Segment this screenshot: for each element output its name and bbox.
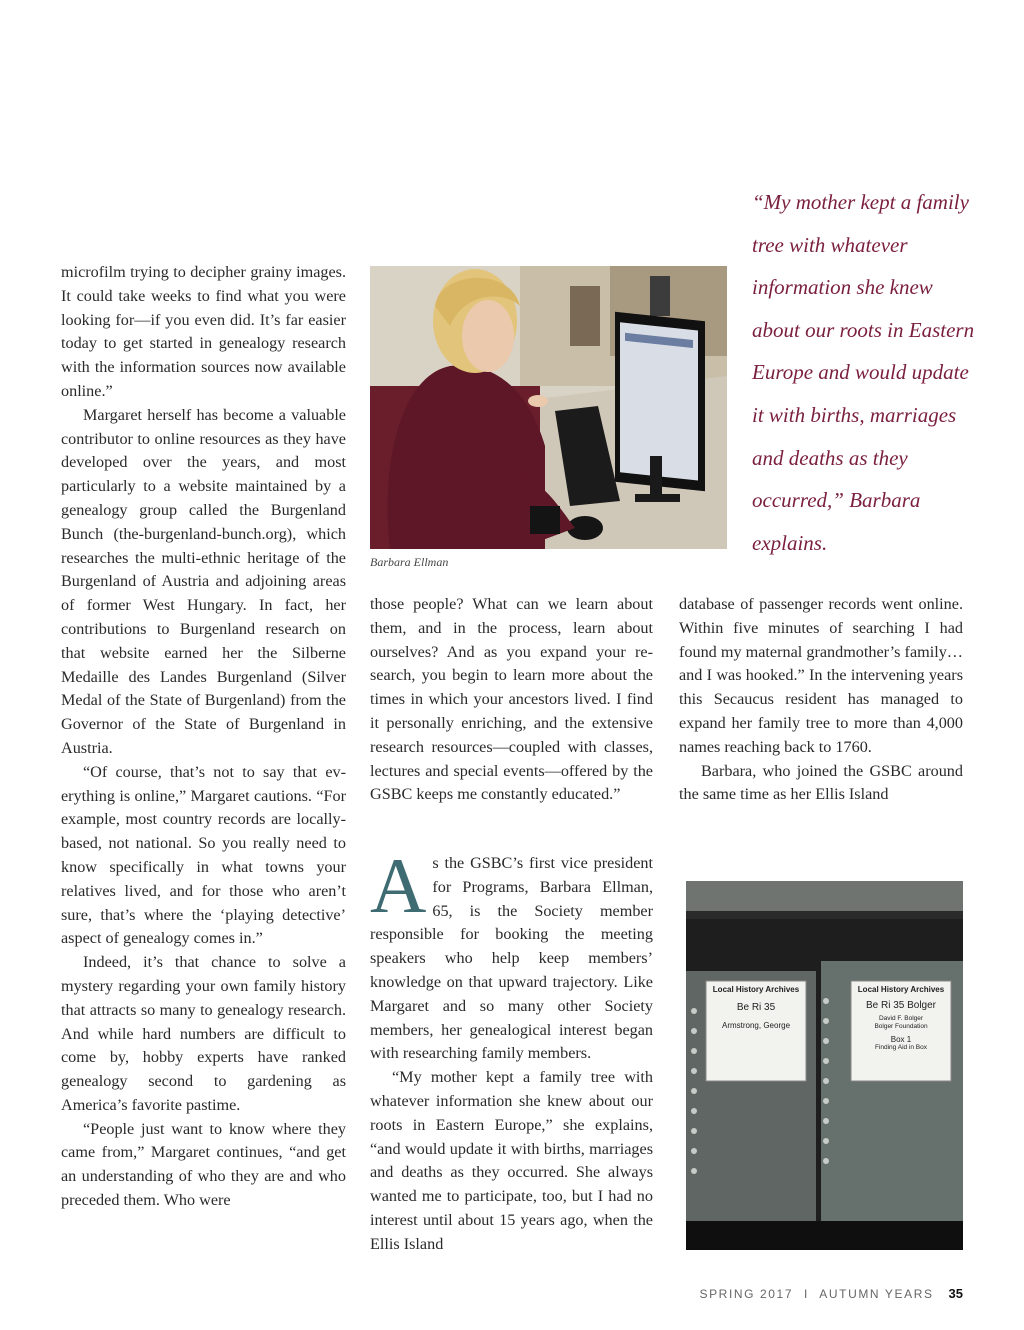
footer-publication: AUTUMN YEARS — [819, 1287, 934, 1301]
archive-label-code: Be Ri 35 Bolger — [865, 1000, 937, 1011]
article-column-3 — [679, 593, 963, 807]
paragraph: Indeed, it’s that chance to solve a mystery regarding your own family history that attracts so many to genealogy research. And while hard numbers are difficult to come by, hobby experts have ranked genealogy second to gardening as America’s favorite pastime. — [61, 953, 346, 1114]
footer-separator: I — [804, 1287, 809, 1301]
article-column-1 — [61, 261, 346, 1213]
photo-barbara-illustration — [370, 266, 727, 549]
paragraph: “My mother kept a family tree with whatever information she knew about our roots in Eastern Europe,” she explains, “and would update it with births, marriages and deaths as they occurred. She always wanted me to participate, too, but I had no interest until about 15 years ago, when the Ellis Island — [370, 1068, 653, 1253]
archive-label-line: David F. Bolger — [878, 1015, 924, 1022]
paragraph: those people? What can we learn about them, and in the process, learn about ourselves? And as you expand your research, you begin to learn more about the times in which your ancestors lived. I find it personally enriching, and the extensive research resources—coupled with classes, lectures and special events—offered by the GSBC keeps me constantly educated.” — [370, 595, 653, 804]
archive-label-box: Box 1 — [890, 1035, 912, 1044]
archive-label-note: Finding Aid in Box — [874, 1044, 928, 1051]
paragraph — [370, 842, 653, 1066]
paragraph: “Of course, that’s not to say that everything is online,” Margaret cautions. “For example, most country records are locally-based, not national. So you really need to know specifically in what towns your relatives lived, and for those who aren’t sure, that’s where the ‘playing detective’ aspect of genealogy comes in.” — [61, 762, 346, 948]
footer-issue: SPRING 2017 — [699, 1287, 794, 1301]
paragraph: “People just want to know where they came from,” Margaret continues, “and get an understanding of who they are and who preceded them. Who were — [61, 1119, 346, 1210]
archive-label-heading: Local History Archives — [712, 985, 800, 994]
paragraph-text: s the GSBC’s first vice president for Programs, Barbara Ellman, 65, is the Society member responsible for booking the meeting speakers who help keep members’ knowledge on that upward trajectory. Like Margaret and so many other Society members, her genealogical interest began with researching family members. — [370, 854, 653, 1063]
archive-label-line: Bolger Foundation — [874, 1023, 928, 1030]
paragraph: Barbara, who joined the GSBC around the same time as her Ellis Island — [679, 761, 963, 804]
article-section-drop-cap — [370, 842, 653, 1257]
photo-archive-illustration — [686, 881, 963, 1250]
paragraph: Margaret herself has become a valuable contributor to online resources as they have developed over the years, and most particularly to a website maintained by a genealogy group called the Burgenland Bunch (the-burgenland-bunch.org), which researches the multi-ethnic heritage of the Burgenland of Austria and adjoining areas of former West Hungary. In fact, her contributions to Burgenland research on that website earned her the Silberne Medaille des Landes Burgenland (Silver Medal of the State of Burgenland) from the Governor of the State of Burgenland in Austria. — [61, 405, 346, 757]
archive-label-heading: Local History Archives — [857, 985, 945, 994]
article-column-2 — [370, 593, 653, 807]
paragraph: database of passenger records went online. Within five minutes of searching I had found my maternal grandmother’s family…and I was hooked.” In the intervening years this Secaucus resident has managed to expand her family tree to more than 4,000 names reaching back to 1760. — [679, 595, 963, 756]
photo-barbara-ellman — [370, 266, 727, 549]
archive-label-code: Be Ri 35 — [736, 1002, 776, 1013]
photo-caption: Barbara Ellman — [370, 555, 449, 569]
page-number: 35 — [948, 1286, 963, 1301]
page-footer — [699, 1286, 963, 1301]
archive-label-name: Armstrong, George — [721, 1021, 791, 1030]
photo-archive-boxes — [686, 881, 963, 1250]
paragraph: microfilm trying to decipher grainy images. It could take weeks to find what you were looking for—if you even did. It’s far easier today to get started in genealogy research with the information sources now available online.” — [61, 263, 346, 400]
pull-quote: “My mother kept a family tree with whatever information she knew about our roots in Eastern Europe and would update it with births, marriages and deaths as they occurred,” Barbara explains. — [752, 190, 975, 555]
drop-cap: A — [370, 842, 427, 929]
